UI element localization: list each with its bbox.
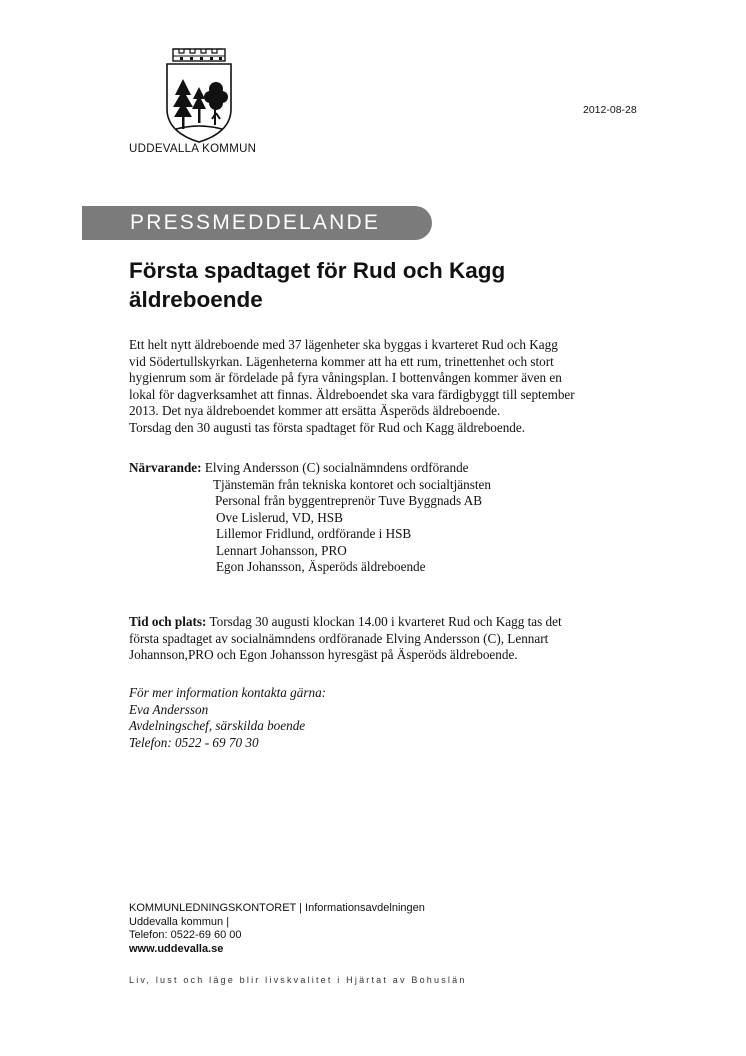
contact-intro: För mer information kontakta gärna:: [129, 685, 327, 700]
intro-line: Ett helt nytt äldreboende med 37 lägenheter ska byggas i kvarteret Rud och Kagg: [129, 337, 558, 352]
footer-phone: Telefon: 0522-69 60 00: [129, 929, 242, 941]
time-and-place-paragraph: [129, 614, 649, 664]
website-link[interactable]: www.uddevalla.se: [129, 942, 224, 955]
headline-line: Första spadtaget för Rud och Kagg: [129, 258, 506, 283]
attendees-first-row: [129, 460, 649, 477]
footer-organization: Uddevalla kommun |: [129, 915, 230, 928]
attendee: Ove Lislerud, VD, HSB: [216, 509, 343, 525]
attendees-section: [129, 460, 649, 576]
intro-paragraph: [129, 337, 649, 436]
attendee: Lennart Johansson, PRO: [216, 542, 347, 558]
banner-label: PRESSMEDDELANDE: [130, 211, 381, 234]
time-place-text: Torsdag 30 augusti klockan 14.00 i kvarteret Rud och Kagg tas det: [209, 614, 562, 629]
time-place-label: Tid och plats:: [129, 614, 207, 629]
headline-line: äldreboende: [129, 287, 263, 312]
attendee: Personal från byggentreprenör Tuve Byggnads AB: [215, 493, 483, 508]
press-release-banner: [82, 206, 432, 240]
attendee: Tjänstemän från tekniska kontoret och socialtjänsten: [213, 476, 491, 492]
footer-department: KOMMUNLEDNINGSKONTORET | Informationsavdelningen: [129, 902, 425, 914]
organization-name: UDDEVALLA KOMMUN: [129, 143, 257, 155]
time-place-text: Johannson,PRO och Egon Johansson hyresgäst på Äsperöds äldreboende.: [129, 647, 518, 662]
contact-block: [129, 685, 529, 751]
headline: [129, 256, 629, 314]
attendee: Egon Johansson, Äsperöds äldreboende: [216, 559, 426, 574]
intro-line: hygienrum som är fördelade på fyra våningsplan. I bottenvången kommer även en: [129, 370, 562, 385]
document-date: 2012-08-28: [583, 104, 637, 116]
coat-of-arms-icon: [160, 47, 238, 143]
contact-name: Eva Andersson: [129, 701, 209, 717]
intro-line: vid Södertullskyrkan. Lägenheterna kommer att ha ett rum, trinettenhet och stort: [129, 353, 554, 369]
attendee: Elving Andersson (C) socialnämndens ordförande: [204, 460, 469, 475]
slogan: Liv, lust och läge blir livskvalitet i Hjärtat av Bohuslän: [129, 975, 467, 985]
intro-line: lokal för dagverksamhet att finnas. Äldreboendet ska vara färdigbyggt till september: [129, 386, 575, 402]
contact-phone: Telefon: 0522 - 69 70 30: [129, 734, 259, 750]
contact-title: Avdelningschef, särskilda boende: [129, 718, 306, 733]
attendees-label: Närvarande:: [129, 460, 202, 475]
intro-line: 2013. Det nya äldreboendet kommer att ersätta Äsperöds äldreboende.: [129, 403, 501, 418]
attendee: Lillemor Fridlund, ordförande i HSB: [216, 526, 412, 541]
time-place-text: första spadtaget av socialnämndens ordföranade Elving Andersson (C), Lennart: [129, 630, 549, 646]
intro-line: Torsdag den 30 augusti tas första spadtaget för Rud och Kagg äldreboende.: [129, 419, 526, 435]
footer: [129, 902, 425, 956]
